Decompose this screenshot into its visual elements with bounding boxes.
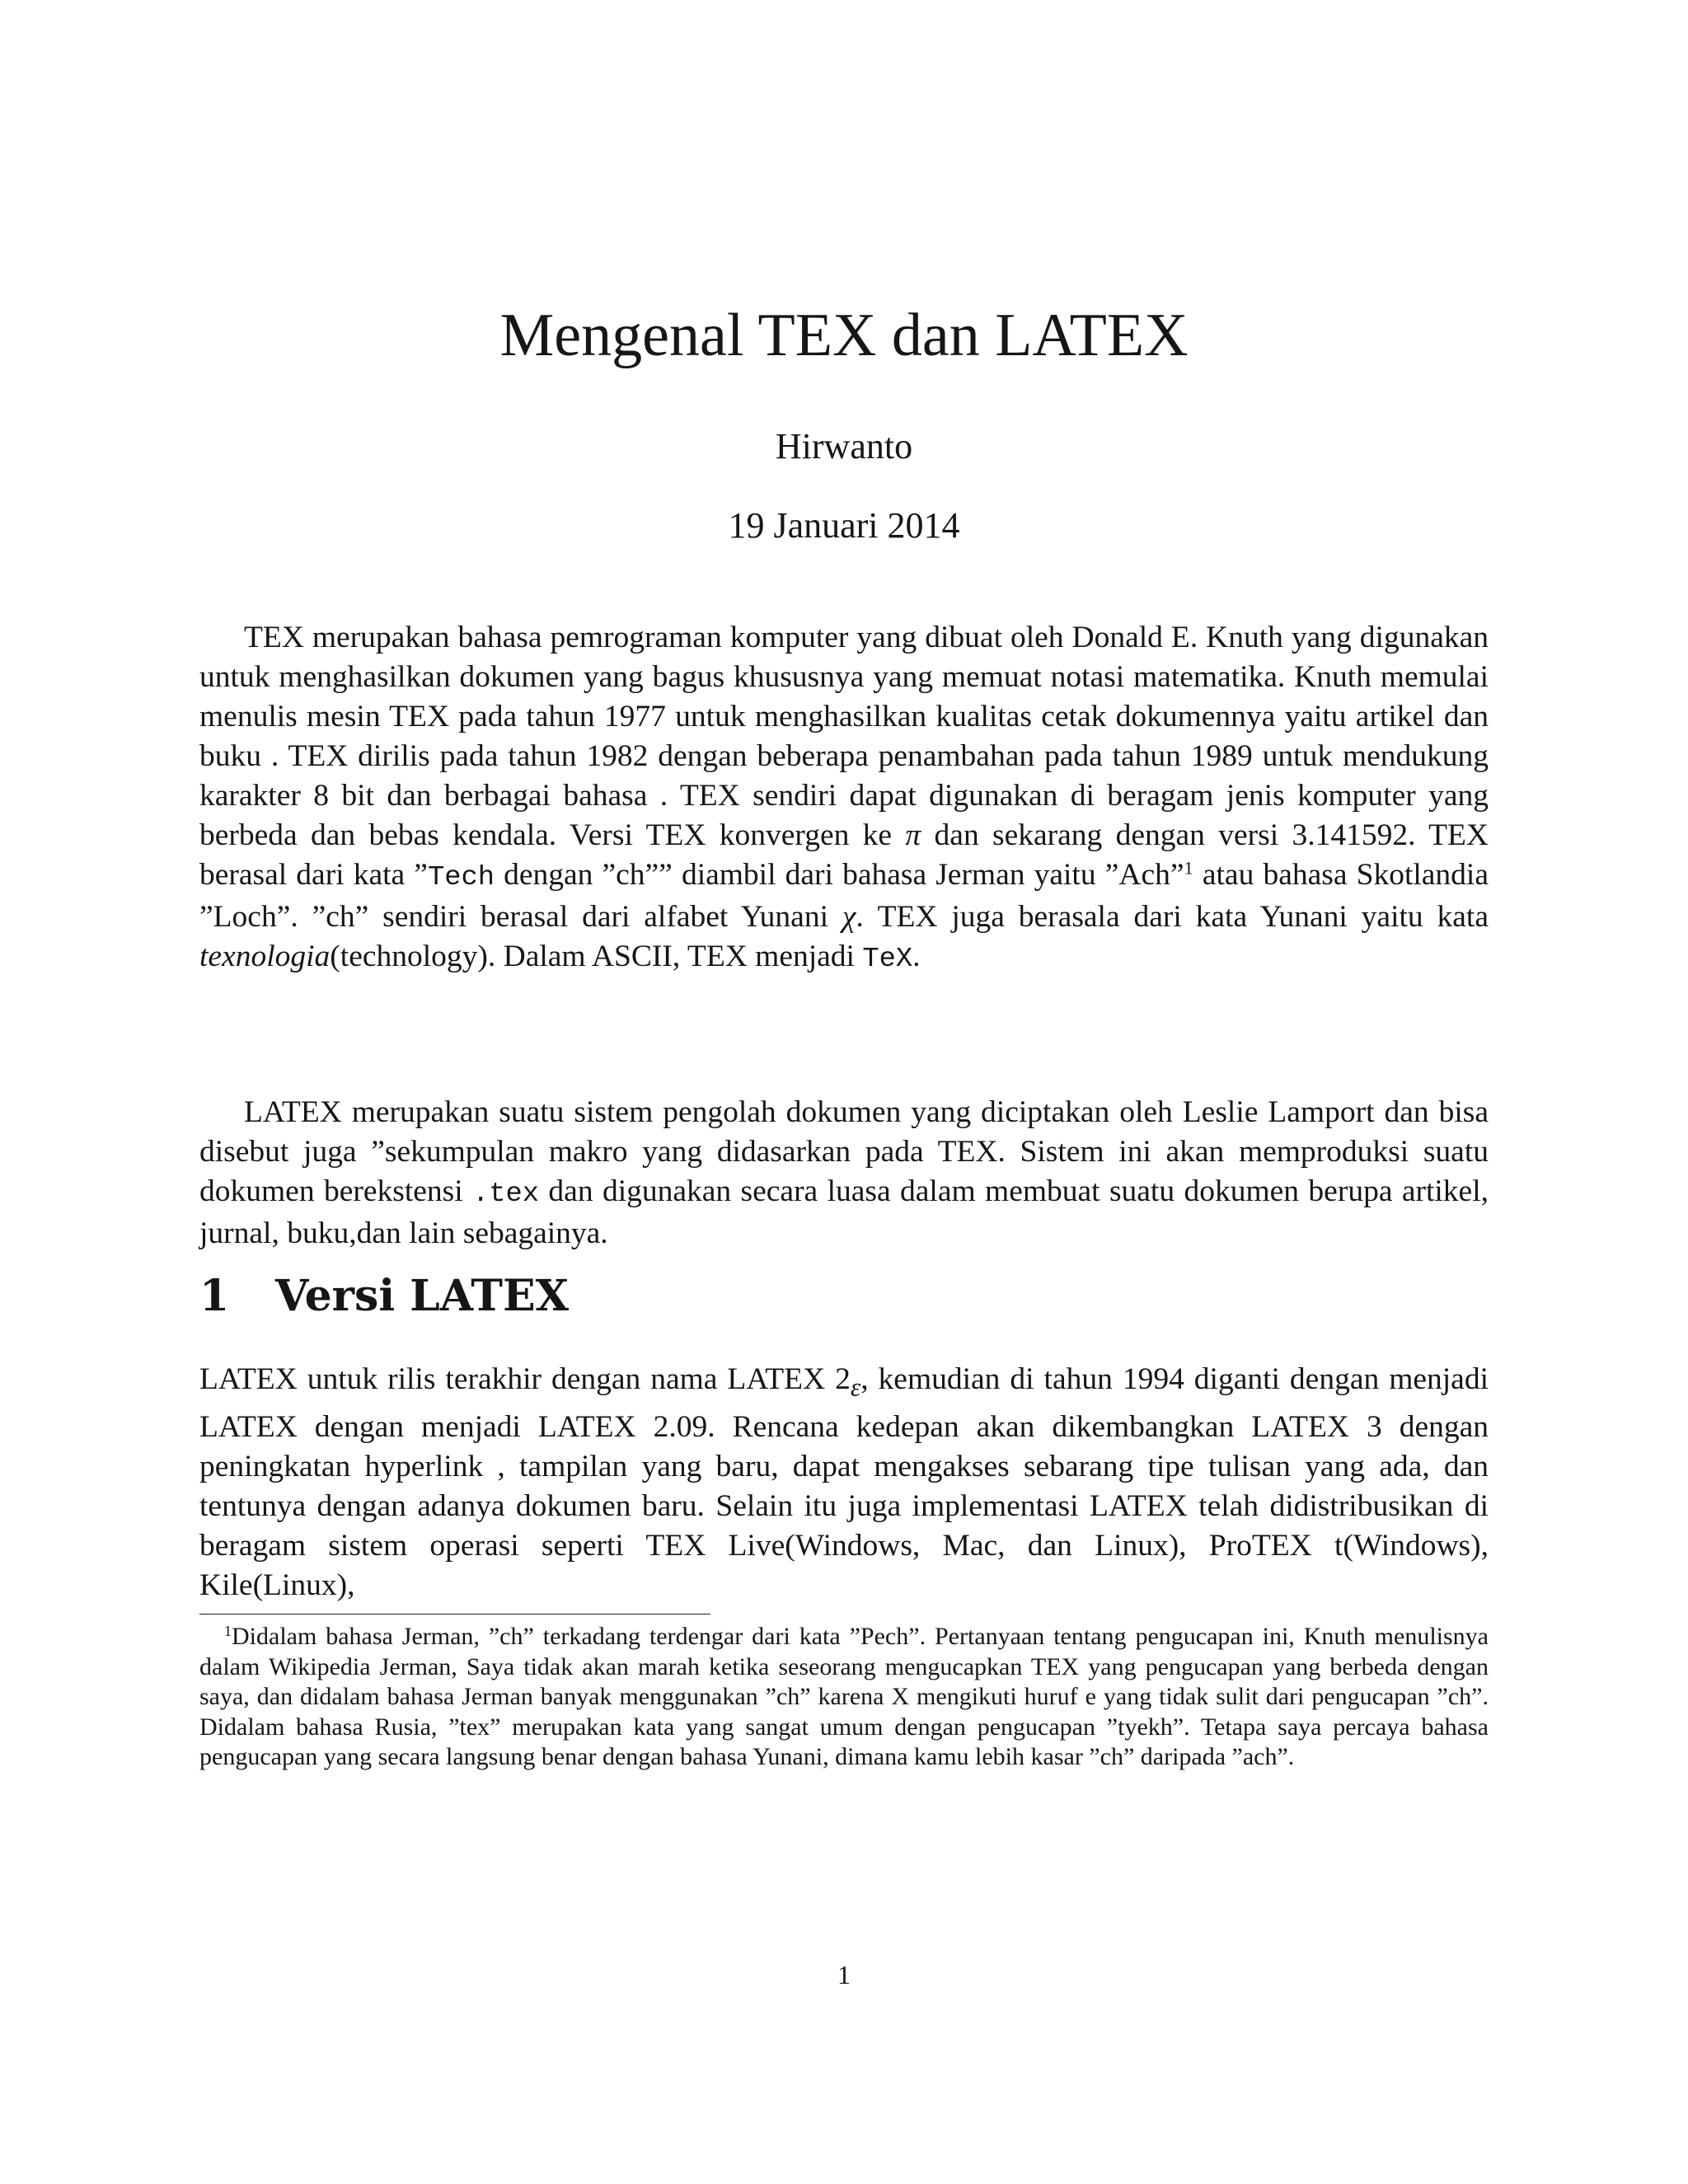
tex-ascii-code: TeX [862,944,913,975]
para1-text-3: dengan ”ch”” diambil dari bahasa Jerman yaitu ”Ach” [494,858,1184,892]
section-number: 1 [199,1271,230,1321]
page-number: 1 [837,1960,851,1990]
document-title: Mengenal TEX dan LATEX [499,302,1189,369]
intro-paragraph-latex [199,1093,1489,1254]
para1-text-6: (technology). Dalam ASCII, TEX menjadi [330,940,863,973]
para1-text-7: . [912,940,921,973]
tech-code: Tech [427,862,495,893]
para2-text-2: dan digunakan secara luasa dalam membuat suatu dokumen berupa artikel, jurnal, buku,dan lain sebagainya. [199,1174,1489,1250]
section-heading-versi-latex [199,1269,569,1324]
para1-text-2: dan sekarang dengan versi 3.141592. TEX berasal dari kata ” [199,818,1489,892]
footnote-reference[interactable]: 1 [1184,857,1193,879]
section-paragraph-versi [199,1360,1489,1605]
footnote-divider [199,1614,710,1615]
para2-text-1: LATEX merupakan suatu sistem pengolah dokumen yang diciptakan oleh Leslie Lamport dan bisa disebut juga ”sekumpulan makro yang didasarkan pada TEX. Sistem ini akan memproduksi suatu dokumen berekstensi [199,1095,1489,1208]
pi-symbol: π [905,818,921,852]
epsilon-subscript: ε [850,1372,861,1402]
texnologia-term: texnologia [199,940,331,973]
intro-paragraph-tex [199,618,1489,979]
chi-symbol: χ [842,900,856,934]
footnote-text: Didalam bahasa Jerman, ”ch” terkadang terdengar dari kata ”Pech”. Pertanyaan tentang pengucapan ini, Knuth menulisnya dalam Wikipedia Jerman, Saya tidak akan marah ketika seseorang mengucapkan TEX yang pengucapan yang berbeda dengan saya, dan didalam bahasa Jerman banyak menggunakan ”ch” karena X mengikuti huruf e yang tidak sulit dari pengucapan ”ch”. Didalam bahasa Rusia, ”tex” merupakan kata yang sangat umum dengan pengucapan ”tyekh”. Tetapa saya percaya bahasa pengucapan yang secara langsung benar dengan bahasa Yunani, dimana kamu lebih kasar ”ch” daripada ”ach”. [199,1623,1489,1770]
para1-text-4: atau bahasa Skotlandia ”Loch”. ”ch” sendiri berasal dari alfabet Yunani [199,858,1489,934]
tex-extension-code: .tex [472,1179,540,1210]
document-author: Hirwanto [775,426,913,466]
para1-text-1: TEX merupakan bahasa pemrograman komputer yang dibuat oleh Donald E. Knuth yang digunakan untuk menghasilkan dokumen yang bagus khususnya yang memuat notasi matematika. Knuth memulai menulis mesin TEX pada tahun 1977 untuk menghasilkan kualitas cetak dokumennya yaitu artikel dan buku . TEX dirilis pada tahun 1982 dengan beberapa penambahan pada tahun 1989 untuk mendukung karakter 8 bit dan berbagai bahasa . TEX sendiri dapat digunakan di beragam jenis komputer yang berbeda dan bebas kendala. Versi TEX konvergen ke [199,621,1489,852]
section-title: Versi LATEX [275,1271,569,1321]
document-date: 19 Januari 2014 [728,505,960,546]
footnote [199,1622,1489,1773]
para3-text-1: LATEX untuk rilis terakhir dengan nama LATEX 2 [199,1362,851,1396]
para3-text-2: , kemudian di tahun 1994 diganti dengan menjadi LATEX dengan menjadi LATEX 2.09. Rencana kedepan akan dikembangkan LATEX 3 dengan peningkatan hyperlink , tampilan yang baru, dapat mengakses sebarang tipe tulisan yang ada, dan tentunya dengan adanya dokumen baru. Selain itu juga implementasi LATEX telah didistribusikan di beragam sistem operasi seperti TEX Live(Windows, Mac, dan Linux), ProTEX t(Windows), Kile(Linux), [199,1362,1489,1602]
footnote-mark: 1 [224,1623,232,1640]
para1-text-5: . TEX juga berasala dari kata Yunani yaitu kata [856,900,1489,934]
